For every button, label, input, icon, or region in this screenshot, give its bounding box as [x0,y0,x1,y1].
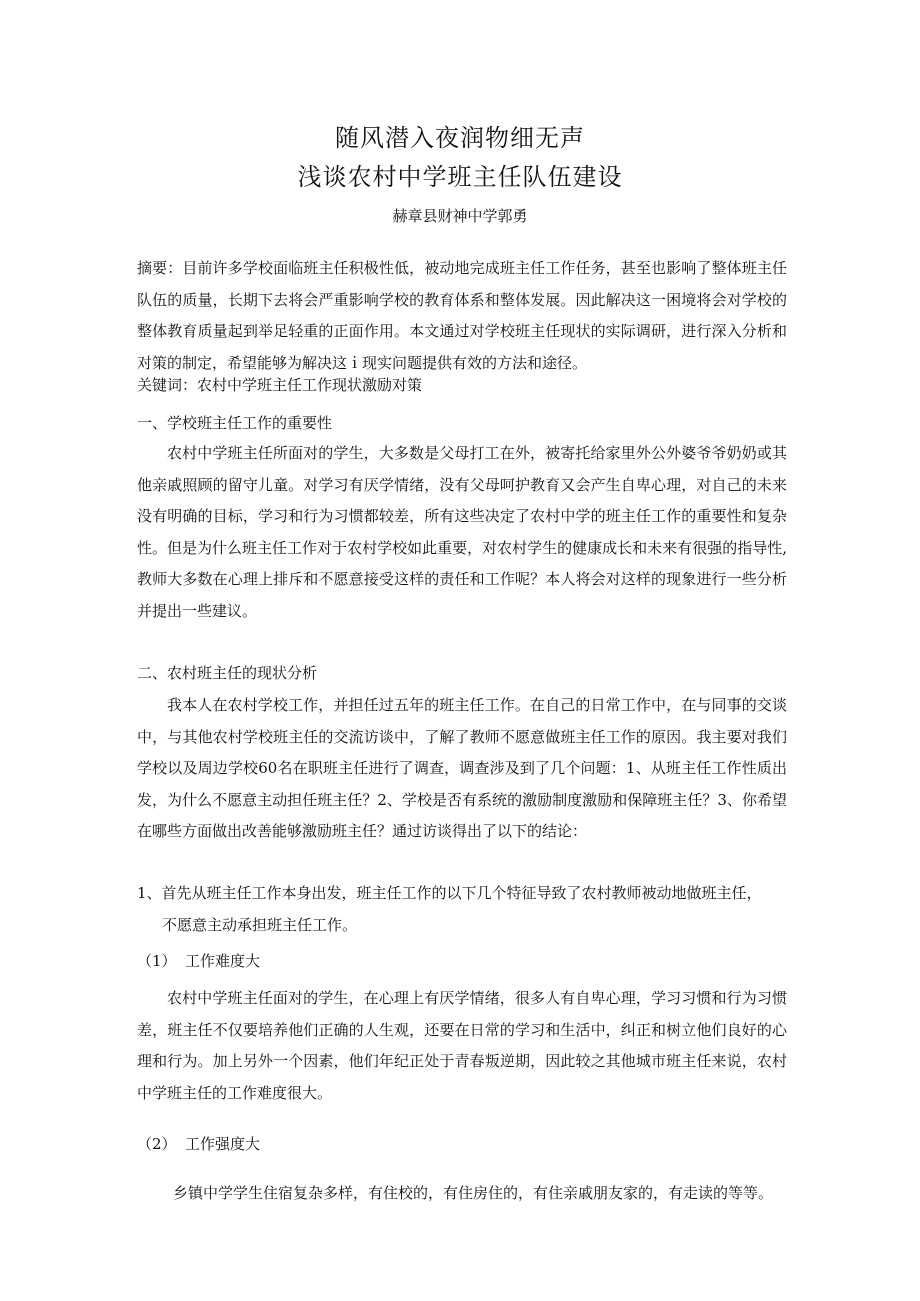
point-1-line-2: 不愿意主动承担班主任工作。 [162,916,358,934]
keywords-line: 关键词：农村中学班主任工作现状激励对策 [137,376,423,394]
abstract-paragraph: 摘要：目前许多学校面临班主任积极性低，被动地完成班主任工作任务，甚至也影响了整体班主任队伍的质量，长期下去将会严重影响学校的教育体系和整体发展。因此解决这一困境将会对学校的整体教育质量起到举足轻重的正面作用。本文通过对学校班主任现状的实际调研，进行深入分析和对策的制定，希望能够为解决这ｉ现实问题提供有效的方法和途径。 [137,259,787,372]
subheading-2-number: （2） [137,1135,177,1153]
section-heading-1: 一、学校班主任工作的重要性 [137,414,333,432]
subsection-paragraph-1: 农村中学班主任面对的学生，在心理上有厌学情绪，很多人有自卑心理，学习习惯和行为习惯差，班主任不仅要培养他们正确的人生观，还要在日常的学习和生活中，纠正和树立他们良好的心理和行为。加上另外一个因素，他们年纪正处于青春叛逆期，因此较之其他城市班主任来说，农村中学班主任的工作难度很大。 [137,989,787,1102]
subheading-1 [137,946,787,976]
point-1-line-1: 1、首先从班主任工作本身出发，班主任工作的以下几个特征导致了农村教师被动地做班主任， [137,884,762,902]
section-paragraph-1: 农村中学班主任所面对的学生，大多数是父母打工在外，被寄托给家里外公外婆爷爷奶奶或其他亲戚照顾的留守儿童。对学习有厌学情绪，没有父母呵护教育又会产生自卑心理，对自己的未来没有明确的目标，学习和行为习惯都较差，所有这些决定了农村中学的班主任工作的重要性和复杂性。但是为什么班主任工作对于农村学校如此重要，对农村学生的健康成长和未来有很强的指导性,教师大多数在心理上排斥和不愿意接受这样的责任和工作呢？本人将会对这样的现象进行一些分析并提出一些建议。 [137,444,787,620]
document-title: 随风潜入夜润物细无声 [335,124,585,152]
document-subtitle: 浅谈农村中学班主任队伍建设 [297,163,623,191]
section-heading-2: 二、农村班主任的现状分析 [137,664,318,682]
author-line: 赫章县财神中学郭勇 [392,207,528,225]
subsection-paragraph-2: 乡镇中学学生住宿复杂多样，有住校的，有住房住的，有住亲戚朋友家的，有走读的等等。 [173,1184,774,1202]
subheading-2-label: 工作强度大 [185,1135,261,1153]
subheading-2 [137,1129,787,1159]
subheading-1-number: （1） [137,952,177,970]
section-paragraph-2: 我本人在农村学校工作，并担任过五年的班主任工作。在自己的日常工作中，在与同事的交谈中，与其他农村学校班主任的交流访谈中，了解了教师不愿意做班主任工作的原因。我主要对我们学校以及周边学校60名在职班主任进行了调查，调查涉及到了几个问题：1、从班主任工作性质出发，为什么不愿意主动担任班主任？2、学校是否有系统的激励制度激励和保障班主任？3、你希望在哪些方面做出改善能够激励班主任？通过访谈得出了以下的结论： [137,696,787,840]
subheading-1-label: 工作难度大 [185,952,261,970]
